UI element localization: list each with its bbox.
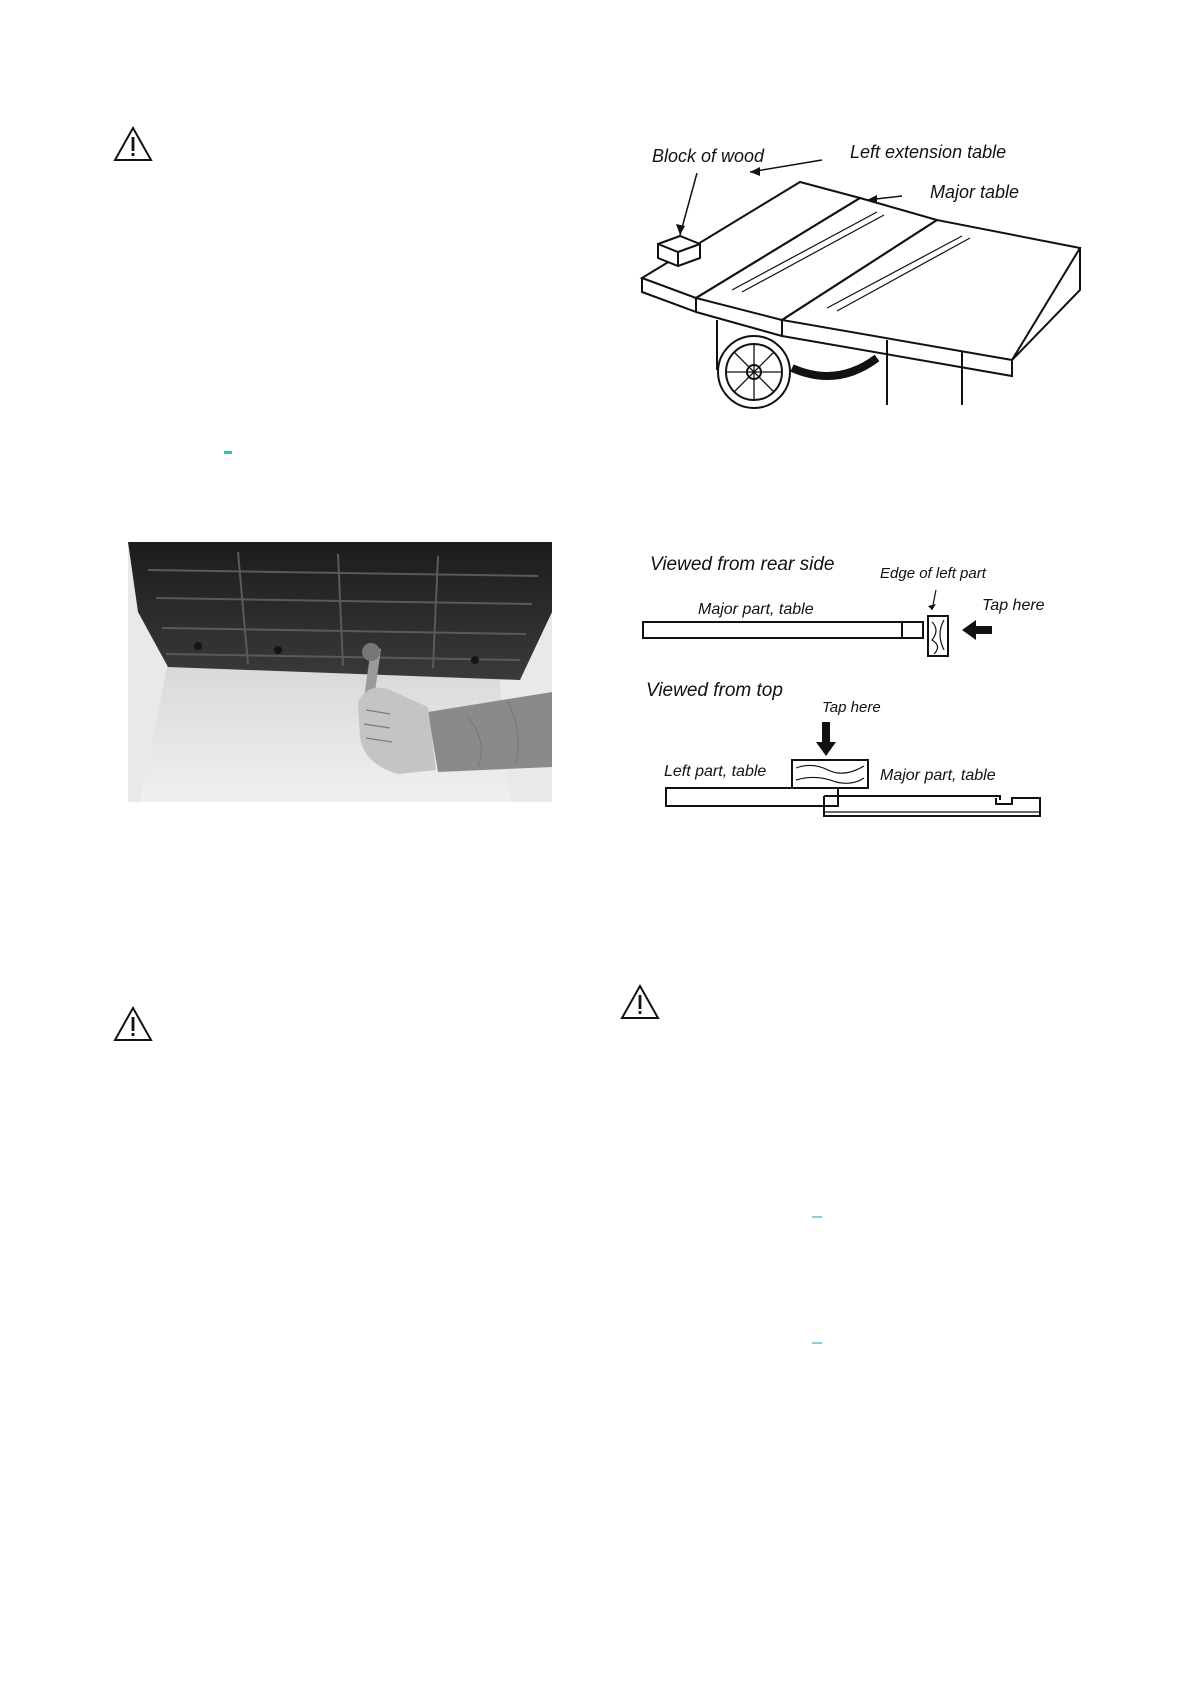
faint-mark — [812, 1216, 822, 1218]
rear-tap-label: Tap here — [982, 597, 1045, 614]
top-tap-label: Tap here — [822, 699, 881, 716]
faint-mark — [812, 1342, 822, 1344]
accent-mark — [224, 451, 232, 454]
warning-triangle-icon — [113, 1006, 153, 1042]
rear-edge-label: Edge of left part — [880, 565, 986, 582]
warning-triangle-icon — [620, 984, 660, 1020]
label-block-of-wood: Block of wood — [652, 146, 765, 166]
rear-view-title: Viewed from rear side — [650, 554, 835, 575]
warning-triangle-icon — [113, 126, 153, 162]
top-view-title: Viewed from top — [646, 680, 783, 701]
top-left-label: Left part, table — [664, 763, 767, 780]
table-saw-illustration — [632, 140, 1082, 410]
rear-major-label: Major part, table — [698, 601, 814, 618]
label-left-extension-table: Left extension table — [850, 142, 1007, 162]
label-major-table: Major table — [930, 182, 1020, 202]
tap-diagrams — [640, 550, 1060, 830]
top-major-label: Major part, table — [880, 767, 996, 784]
photo-wrench-under-table — [128, 542, 552, 802]
